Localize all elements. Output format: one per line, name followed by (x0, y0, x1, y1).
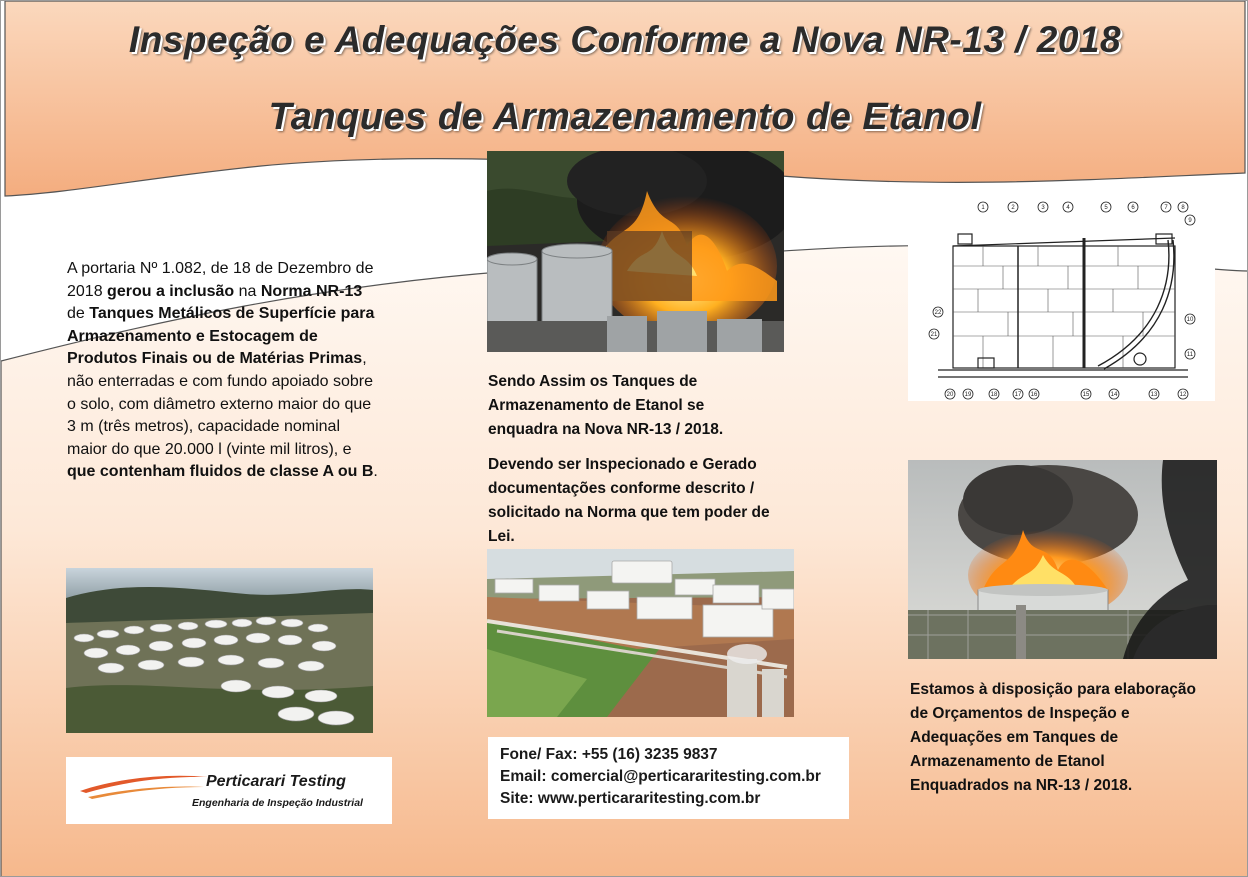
svg-text:10: 10 (1186, 317, 1194, 323)
contact-site[interactable]: Site: www.perticararitesting.com.br (500, 790, 761, 807)
diagram-callout (1178, 389, 1188, 399)
text-run: , não enterradas e com fundo apoiado sobre o solo, com diâmetro externo maior do que 3 m (três metros), capacidade nominal maior do que 20.000 l (vinte mil litros), e (67, 350, 373, 458)
logo-company-tagline: Engenharia de Inspeção Industrial (192, 797, 363, 809)
diagram-callout (1178, 202, 1188, 212)
svg-text:18: 18 (990, 392, 998, 398)
diagram-callout (1161, 202, 1171, 212)
diagram-callout (933, 307, 943, 317)
page-title: Inspeção e Adequações Conforme a Nova NR-13 / 2018 (128, 19, 1122, 60)
text-run: de (67, 305, 90, 323)
text-run-bold: gerou a inclusão (107, 282, 235, 300)
tank-technical-drawing (908, 194, 1215, 401)
svg-text:1: 1 (981, 205, 985, 211)
right-text-block: Estamos à disposição para elaboração de Orçamentos de Inspeção e Adequações em Tanques de Armazenamento de Etanol Enquadrados na NR-13 / 2018. (910, 681, 1197, 794)
diagram-callout (1063, 202, 1073, 212)
svg-text:4: 4 (1066, 205, 1070, 211)
text-run-bold: Tanques Metálicos de Superfície para Armazenamento e Estocagem de Produtos Finais ou de Matérias Primas (67, 305, 375, 368)
svg-text:2: 2 (1011, 205, 1015, 211)
svg-text:22: 22 (934, 310, 942, 316)
svg-text:6: 6 (1131, 205, 1135, 211)
svg-text:7: 7 (1164, 205, 1168, 211)
diagram-callout (963, 389, 973, 399)
svg-text:3: 3 (1041, 205, 1045, 211)
svg-text:8: 8 (1181, 205, 1185, 211)
tank-fire-photo (487, 151, 784, 352)
text-run: . (373, 463, 378, 481)
diagram-callout (1038, 202, 1048, 212)
diagram-callout (1185, 215, 1195, 225)
svg-text:12: 12 (1179, 392, 1187, 398)
diagram-callout (1128, 202, 1138, 212)
left-paragraph (67, 258, 383, 484)
svg-text:17: 17 (1014, 392, 1022, 398)
text-run: A portaria Nº 1.082, de 18 de Dezembro de 2018 (67, 260, 374, 300)
svg-text:15: 15 (1082, 392, 1090, 398)
diagram-callout (1109, 389, 1119, 399)
diagram-callout (1013, 389, 1023, 399)
middle-text-block-2: Devendo ser Inspecionado e Gerado documentações conforme descrito / solicitado na Norma que tem poder de Lei. (488, 456, 770, 545)
diagram-callout (1185, 314, 1195, 324)
middle-text-block-1: Sendo Assim os Tanques de Armazenamento de Etanol se enquadra na Nova NR-13 / 2018. (488, 373, 724, 438)
diagram-callout (989, 389, 999, 399)
diagram-callout (1185, 349, 1195, 359)
svg-text:21: 21 (930, 332, 938, 338)
diagram-callout (1149, 389, 1159, 399)
svg-text:19: 19 (964, 392, 972, 398)
diagram-callout (929, 329, 939, 339)
page-subtitle: Tanques de Armazenamento de Etanol (268, 96, 982, 138)
diagram-callout (1101, 202, 1111, 212)
diagram-callout (978, 202, 988, 212)
refinery-aerial-photo (66, 568, 373, 733)
contact-box (488, 737, 849, 819)
contact-email[interactable]: Email: comercial@perticararitesting.com.br (500, 768, 821, 785)
svg-text:5: 5 (1104, 205, 1108, 211)
svg-text:9: 9 (1188, 218, 1192, 224)
svg-text:11: 11 (1186, 352, 1194, 358)
diagram-callout (1029, 389, 1039, 399)
text-run-bold: que contenham fluidos de classe A ou B (67, 463, 374, 481)
svg-text:14: 14 (1110, 392, 1118, 398)
diagram-callout (945, 389, 955, 399)
svg-text:13: 13 (1150, 392, 1158, 398)
diagram-callout (1008, 202, 1018, 212)
logo-company-name: Perticarari Testing (206, 773, 346, 790)
svg-text:20: 20 (946, 392, 954, 398)
tank-farm-photo (487, 549, 794, 717)
text-run: na (234, 282, 261, 300)
tank-fire-photo-2 (908, 460, 1217, 659)
contact-phone: Fone/ Fax: +55 (16) 3235 9837 (500, 746, 718, 763)
company-logo (66, 757, 392, 824)
svg-text:16: 16 (1030, 392, 1038, 398)
diagram-callout (1081, 389, 1091, 399)
text-run-bold: Norma NR-13 (260, 282, 363, 300)
